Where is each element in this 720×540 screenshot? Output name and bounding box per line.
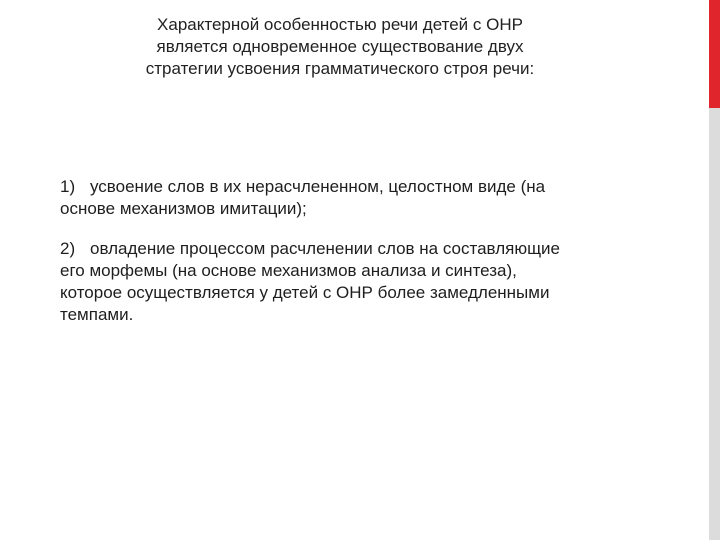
list-item-2-first-line — [60, 238, 660, 260]
list-item-1-number: 1) — [60, 177, 76, 196]
list-item-2-line-3: которое осуществляется у детей с ОНР более замедленными — [60, 283, 550, 302]
list-item-2-text: овладение процессом расчленении слов на составляющие — [90, 239, 561, 258]
list-item-2 — [60, 238, 660, 326]
list-item-2-line-2: его морфемы (на основе механизмов анализа и синтеза), — [60, 261, 517, 280]
list-item-1-first-line — [60, 176, 660, 198]
title-line-3: стратегии усвоения грамматического строя речи: — [145, 59, 535, 78]
list-item-2-number: 2) — [60, 239, 76, 258]
list-item-1-line-2: основе механизмов имитации); — [60, 199, 307, 218]
list-item-1-text: усвоение слов в их нерасчлененном, целостном виде (на — [90, 177, 546, 196]
slide-body — [60, 176, 660, 326]
slide-title — [80, 14, 600, 80]
list-item-2-line-4: темпами. — [60, 305, 134, 324]
accent-bar-red — [709, 0, 720, 108]
title-line-1: Характерной особенностью речи детей с ОНР — [157, 15, 523, 34]
title-line-2: является одновременное существование двух — [156, 37, 524, 56]
accent-bar-gray — [709, 108, 720, 540]
list-item-1 — [60, 176, 660, 220]
